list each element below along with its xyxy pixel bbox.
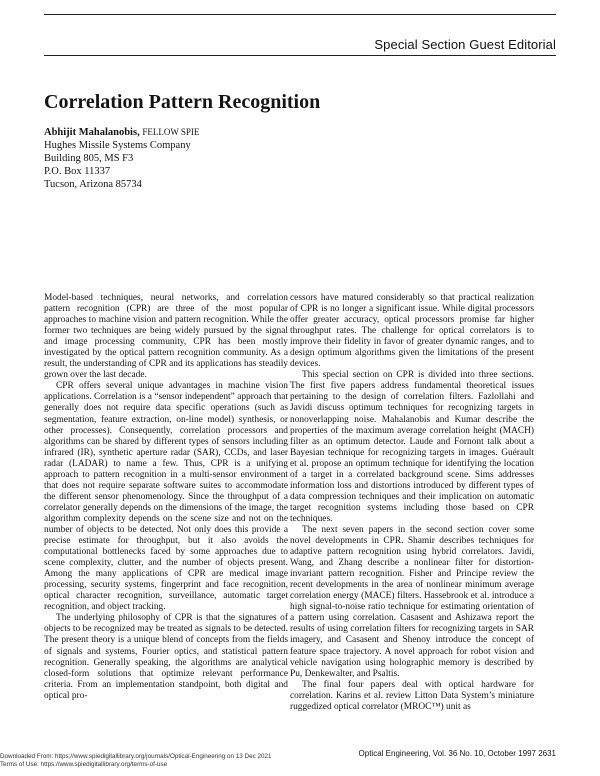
- article-title: Correlation Pattern Recognition: [44, 91, 321, 113]
- affiliation-company: Hughes Missile Systems Company: [44, 140, 191, 151]
- download-line: Downloaded From: https://www.spiedigitallibrary.org/journals/Optical-Engineering on 13 Dec 2021: [0, 753, 272, 760]
- body-paragraph: The underlying philosophy of CPR is that the signatures of objects to be recognized may be treated as signals to be detected. The present theory is a unique blend of concepts from the fields of signals and systems, Fourier optics, and statistical pattern recognition. Generally speaking, the algorithms are analytical closed-form solutions that optimize relevant performance criteria. From an implementation standpoint, both digital and optical pro-: [44, 613, 288, 701]
- body-paragraph: cessors have matured considerably so that practical realization of CPR is no longer a significant issue. While digital processors offer greater accuracy, optical processors promise far higher throughput rates. The challenge for optical correlators is to improve their fidelity in favor of greater dynamic ranges, and to design optimum algorithms given the limitations of the present devices.: [290, 293, 534, 370]
- body-paragraph: The final four papers deal with optical hardware for correlation. Karins et al. review Litton Data System’s miniature ruggedized optical correlator (MROC™) unit as: [290, 679, 534, 712]
- body-paragraph: The next seven papers in the second section cover some novel developments in CPR. Shamir describes techniques for adaptive pattern recognition using hybrid correlators. Javidi, Wang, and Zhang describe a nonlinear filter for distortion-invariant pattern recognition. Fisher and Principe review the recent developments in the area of nonlinear minimum average correlation energy (MACE) filters. Hassebrook et al. introduce a high signal-to-noise ratio technique for estimating orientation of a pattern using correlation. Casasent and Ashizawa report the results of using correlation filters for recognizing targets in SAR imagery, and Casasent and Shenoy introduce the concept of feature space trajectory. A novel approach for robot vision and vehicle navigation using holographic memory is described by Pu, Denkewalter, and Psaltis.: [290, 524, 534, 679]
- affiliation-city: Tucson, Arizona 85734: [44, 179, 142, 190]
- body-paragraph: CPR offers several unique advantages in machine vision applications. Correlation is a “sensor independent” approach that generally does not require data specific operations (such as segmentation, feature extraction, on-line model) synthesis, or other processes). Consequently, correlation processors and algorithms can be shared by different types of sensors including infrared (IR), synthetic aperture radar (SAR), CCDs, and laser radar (LADAR) to name a few. Thus, CPR is a unifying approach to pattern recognition in a multi-sensor environment that does not require separate software suites to accommodate the different sensor phenomenology. Since the throughput of a correlator generally depends on the dimensions of the image, the algorithm complexity depends on the scene size and not on the number of objects to be detected. Not only does this provide a precise estimate for throughput, but it also avoids the computational bottlenecks faced by some approaches due to scene complexity, clutter, and the number of objects present. Among the many applications of CPR are medical image processing, security systems, fingerprint and face recognition, optical character recognition, surveillance, automatic target recognition, and object tracking.: [44, 381, 288, 613]
- author-role: FELLOW SPIE: [142, 127, 200, 137]
- author-line: [44, 126, 199, 139]
- journal-citation: Optical Engineering, Vol. 36 No. 10, October 1997 2631: [358, 749, 556, 758]
- author-block: [44, 126, 199, 191]
- affiliation-building: Building 805, MS F3: [44, 153, 134, 164]
- body-column-left: [44, 293, 288, 702]
- section-title: Special Section Guest Editorial: [374, 37, 556, 52]
- affiliation-po-box: P.O. Box 11337: [44, 166, 111, 177]
- body-column-right: [290, 293, 534, 713]
- download-notice: [0, 753, 272, 768]
- section-header: [44, 14, 556, 56]
- body-paragraph: Model-based techniques, neural networks, and correlation pattern recognition (CPR) are three of the most popular approaches to machine vision and pattern recognition. While the former two techniques are being widely pursued by the signal and image processing community, CPR has been mostly investigated by the optical pattern recognition community. As a result, the understanding of CPR and its applications has steadily grown over the last decade.: [44, 293, 288, 381]
- terms-line: Terms of Use: https://www.spiedigitallibrary.org/terms-of-use: [0, 760, 168, 768]
- body-paragraph: This special section on CPR is divided into three sections. The first five papers address fundamental theoretical issues pertaining to the design of correlation filters. Fazlollahi and Javidi discuss optimum techniques for recognizing targets in nonoverlapping noise. Mahalanobis and Kumar describe the properties of the maximum average correlation height (MACH) filter as an optimum detector. Laude and Fornont talk about a Bayesian technique for recognizing targets in images. Guérault et al. propose an optimum technique for identifying the location of a target in a correlated background scene. Sims addresses information loss and distortions introduced by different types of data compression techniques and their implication on automatic target recognition systems including those based on CPR techniques.: [290, 370, 534, 524]
- author-name: Abhijit Mahalanobis,: [44, 127, 140, 138]
